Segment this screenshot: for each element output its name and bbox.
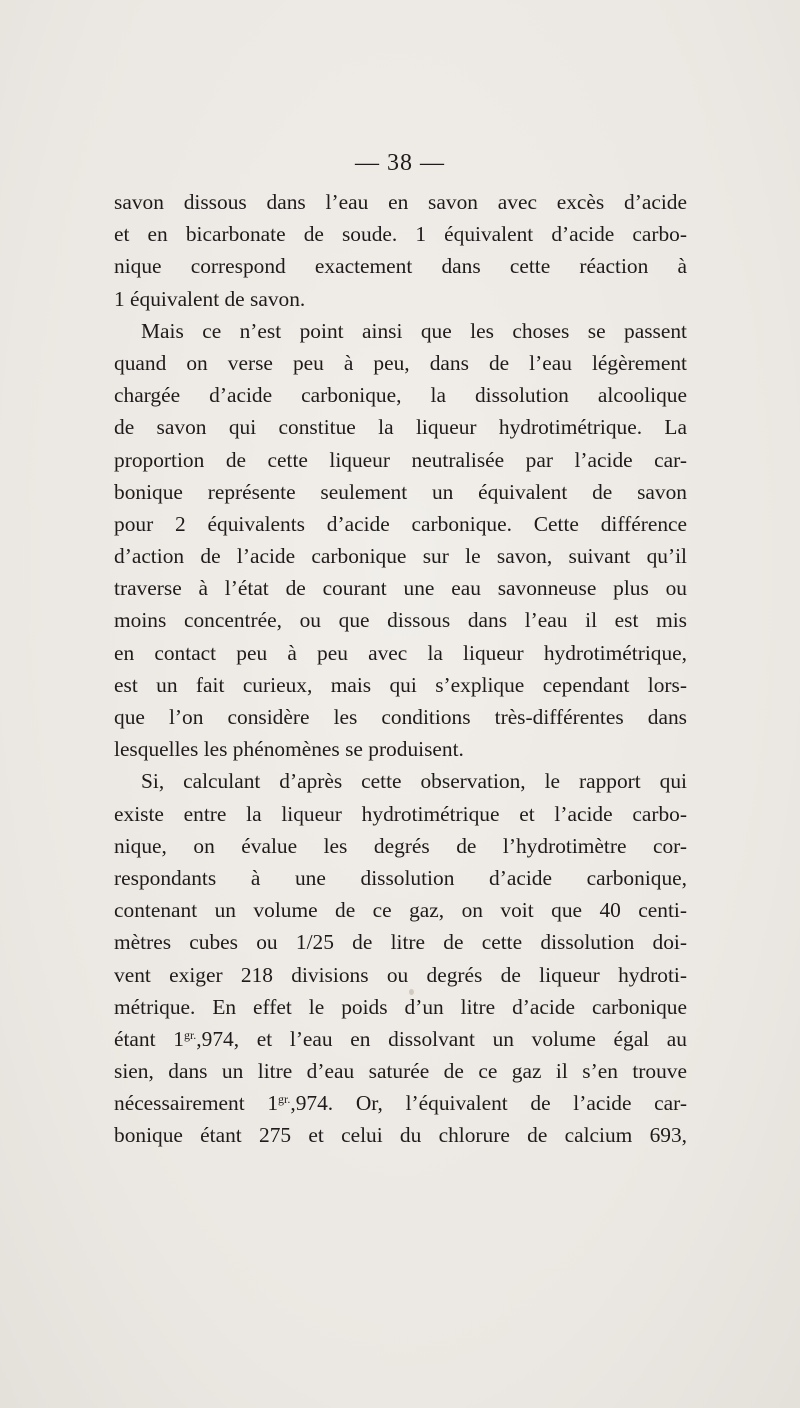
text-line: traverse à l’état de courant une eau savonneuse plus ou	[114, 576, 687, 601]
paper-speck	[409, 989, 414, 995]
text-line: est un fait curieux, mais qui s’explique cependant lors-	[114, 672, 687, 697]
text-line: nique, on évalue les degrés de l’hydrotimètre cor-	[114, 833, 687, 858]
text-fragment: ,974. Or, l’équivalent de l’acide car-	[290, 1091, 687, 1116]
text-line: 1 équivalent de savon.	[114, 286, 306, 311]
body-text	[114, 186, 687, 1152]
paragraph-start-line: Si, calculant d’après cette observation, le rapport qui	[141, 769, 687, 794]
page-number: — 38 —	[355, 150, 445, 176]
text-line: de savon qui constitue la liqueur hydrotimétrique. La	[114, 415, 687, 440]
text-line-with-superscript	[114, 1023, 687, 1055]
superscript-unit: gr.	[278, 1092, 291, 1107]
text-line: chargée d’acide carbonique, la dissolution alcoolique	[114, 383, 687, 408]
text-line-with-superscript	[114, 1087, 687, 1119]
text-line: proportion de cette liqueur neutralisée par l’acide car-	[114, 447, 687, 472]
text-line: respondants à une dissolution d’acide carbonique,	[114, 865, 687, 890]
text-line: lesquelles les phénomènes se produisent.	[114, 737, 464, 762]
text-line: que l’on considère les conditions très-différentes dans	[114, 705, 687, 729]
text-line: et en bicarbonate de soude. 1 équivalent d’acide carbo-	[114, 222, 687, 247]
text-line: savon dissous dans l’eau en savon avec excès d’acide	[114, 190, 687, 214]
text-fragment: nécessairement 1	[114, 1091, 279, 1116]
text-line: métrique. En effet le poids d’un litre d’acide carbonique	[114, 994, 687, 1019]
text-line: bonique étant 275 et celui du chlorure de calcium 693,	[114, 1123, 687, 1148]
text-line: moins concentrée, ou que dissous dans l’eau il est mis	[114, 608, 687, 633]
text-line: pour 2 équivalents d’acide carbonique. Cette différence	[114, 511, 687, 536]
text-line: quand on verse peu à peu, dans de l’eau légèrement	[114, 350, 687, 375]
text-line: existe entre la liqueur hydrotimétrique et l’acide carbo-	[114, 801, 687, 826]
text-line: nique correspond exactement dans cette réaction à	[114, 254, 687, 279]
text-fragment: étant 1	[114, 1026, 184, 1051]
paragraph-start-line: Mais ce n’est point ainsi que les choses se passent	[141, 318, 687, 343]
text-line: mètres cubes ou 1/25 de litre de cette dissolution doi-	[114, 930, 687, 955]
text-line: sien, dans un litre d’eau saturée de ce gaz il s’en trouve	[114, 1059, 687, 1084]
text-line: d’action de l’acide carbonique sur le savon, suivant qu’il	[114, 544, 687, 569]
text-line: contenant un volume de ce gaz, on voit que 40 centi-	[114, 898, 687, 923]
text-line: en contact peu à peu avec la liqueur hydrotimétrique,	[114, 640, 687, 665]
text-line: bonique représente seulement un équivalent de savon	[114, 479, 687, 504]
superscript-unit: gr.	[183, 1027, 197, 1042]
text-line: vent exiger 218 divisions ou degrés de liqueur hydroti-	[114, 962, 687, 987]
text-fragment: ,974, et l’eau en dissolvant un volume égal au	[196, 1026, 687, 1051]
